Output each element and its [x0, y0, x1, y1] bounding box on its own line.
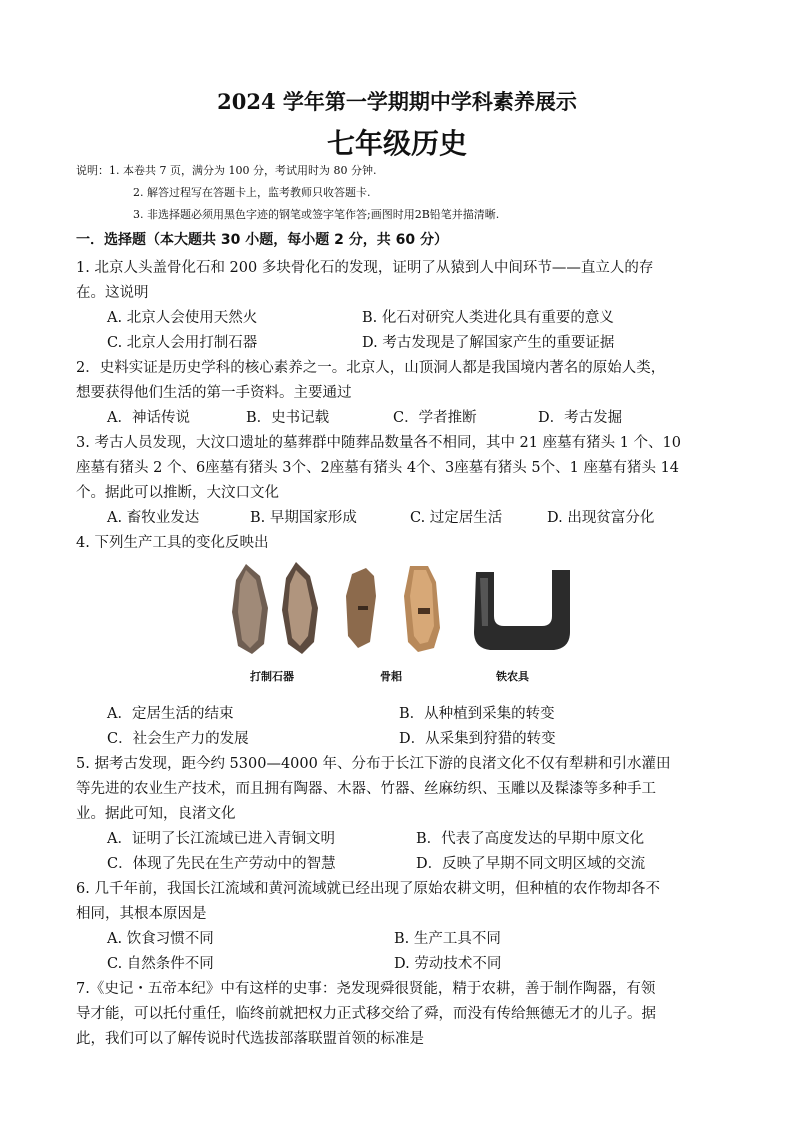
bone-spade-image: [342, 556, 458, 660]
section-heading: 一．选择题（本大题共 30 小题，每小题 2 分，共 60 分）: [76, 232, 448, 248]
q4-stem-line1: 4. 下列生产工具的变化反映出: [76, 535, 269, 551]
q1-option-c: C. 北京人会用打制石器: [107, 335, 258, 351]
caption-iron-tool: 铁农具: [496, 670, 529, 683]
q3-stem-line1: 3. 考古人员发现，大汶口遗址的墓葬群中随葬品数量各不相同，其中 21 座墓有猪头 1 个、10: [76, 435, 682, 451]
instruction-1: 说明：1. 本卷共 7 页，满分为 100 分，考试用时为 80 分钟.: [76, 164, 377, 177]
q1-stem-line2: 在。这说明: [76, 285, 149, 301]
q6-option-c: C. 自然条件不同: [107, 956, 214, 972]
q4-tools-figure: [224, 556, 584, 684]
caption-stone-tool: 打制石器: [250, 670, 294, 683]
q6-stem-line1: 6. 几千年前，我国长江流域和黄河流域就已经出现了原始农耕文明，但种植的农作物却各不: [76, 881, 660, 897]
q3-stem-line2: 座墓有猪头 2 个、6座墓有猪头 3个、2座墓有猪头 4个、3座墓有猪头 5个、1 座墓有猪头 14: [76, 460, 680, 476]
caption-bone-spade: 骨耜: [380, 670, 402, 683]
stone-tool-image: [224, 556, 324, 660]
q4-option-a: A．定居生活的结束: [107, 706, 234, 722]
q2-stem-line2: 想要获得他们生活的第一手资料。主要通过: [76, 385, 352, 401]
iron-tool-image: [468, 556, 584, 660]
q5-stem-line3: 业。据此可知，良渚文化: [76, 806, 236, 822]
q3-stem-line3: 个。据此可以推断，大汶口文化: [76, 485, 279, 501]
q3-option-d: D. 出现贫富分化: [547, 510, 655, 526]
q2-option-b: B．史书记载: [246, 410, 330, 426]
q5-option-c: C．体现了先民在生产劳动中的智慧: [107, 856, 336, 872]
q2-option-c: C．学者推断: [393, 410, 477, 426]
instruction-2: 2. 解答过程写在答题卡上，监考教师只收答题卡.: [133, 186, 371, 199]
q3-option-a: A. 畜牧业发达: [107, 510, 200, 526]
exam-subject: 七年级历史: [326, 127, 467, 160]
q2-option-a: A．神话传说: [107, 410, 190, 426]
q3-option-b: B. 早期国家形成: [250, 510, 357, 526]
q4-option-c: C．社会生产力的发展: [107, 731, 249, 747]
q2-stem-line1: 2．史料实证是历史学科的核心素养之一。北京人，山顶洞人都是我国境内著名的原始人类，: [76, 360, 666, 376]
q5-stem-line1: 5. 据考古发现，距今约 5300—4000 年、分布于长江下游的良渚文化不仅有犁耕和引水灌田: [76, 756, 671, 772]
q6-option-b: B. 生产工具不同: [394, 931, 501, 947]
q6-option-d: D. 劳动技术不同: [394, 956, 502, 972]
q3-option-c: C. 过定居生活: [410, 510, 503, 526]
q6-stem-line2: 相同，其根本原因是: [76, 906, 207, 922]
q5-option-d: D．反映了早期不同文明区域的交流: [416, 856, 646, 872]
q5-stem-line2: 等先进的农业生产技术，而且拥有陶器、木器、竹器、丝麻纺织、玉雕以及髹漆等多种手工: [76, 781, 656, 797]
q2-option-d: D．考古发掘: [538, 410, 623, 426]
q7-stem-line3: 此，我们可以了解传说时代选拔部落联盟首领的标准是: [76, 1031, 424, 1047]
q6-option-a: A. 饮食习惯不同: [107, 931, 214, 947]
q1-option-b: B. 化石对研究人类进化具有重要的意义: [362, 310, 614, 326]
instruction-3: 3. 非选择题必须用黑色字迹的钢笔或签字笔作答;画图时用2B铅笔并描清晰.: [133, 208, 500, 221]
exam-title: 2024 学年第一学期期中学科素养展示: [217, 89, 577, 114]
q1-stem-line1: 1. 北京人头盖骨化石和 200 多块骨化石的发现，证明了从猿到人中间环节——直立人的存: [76, 260, 654, 276]
q7-stem-line1: 7.《史记・五帝本纪》中有这样的史事：尧发现舜很贤能，精于农耕，善于制作陶器，有领: [76, 981, 656, 997]
q4-option-b: B．从种植到采集的转变: [399, 706, 555, 722]
q5-option-b: B．代表了高度发达的早期中原文化: [416, 831, 645, 847]
q5-option-a: A．证明了长江流域已进入青铜文明: [107, 831, 335, 847]
tools-illustration: [224, 556, 584, 664]
q1-option-d: D. 考古发现是了解国家产生的重要证据: [362, 335, 615, 351]
q7-stem-line2: 导才能，可以托付重任，临终前就把权力正式移交给了舜，而没有传给無德无才的儿子。据: [76, 1006, 656, 1022]
q4-option-d: D．从采集到狩猎的转变: [399, 731, 556, 747]
q1-option-a: A. 北京人会使用天然火: [107, 310, 258, 326]
